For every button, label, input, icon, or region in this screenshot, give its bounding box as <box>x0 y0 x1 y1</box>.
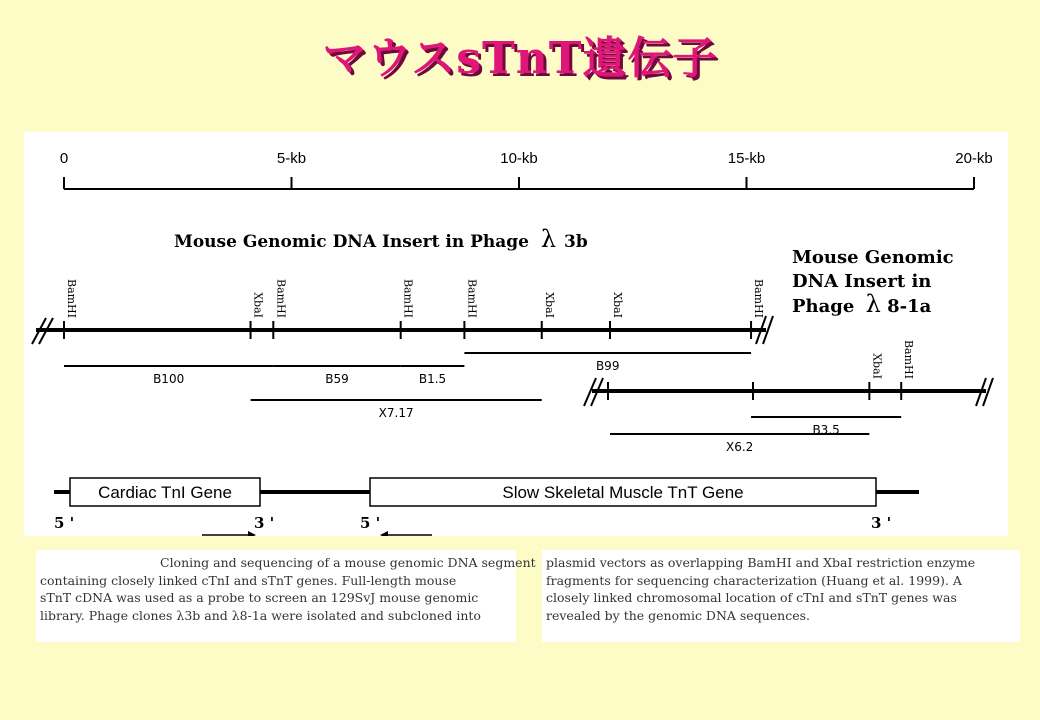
caption-left-line: Cloning and sequencing of a mouse genomic DNA segment <box>160 555 536 570</box>
phage-3b-suffix: 3b <box>564 232 588 252</box>
scale-tick-label: 20-kb <box>955 150 993 167</box>
tni-3-prime-label: 3 ' <box>254 514 275 532</box>
tnt-3-prime-label: 3 ' <box>871 514 892 532</box>
caption-right-line: plasmid vectors as overlapping BamHI and XbaI restriction enzyme <box>546 555 976 570</box>
restriction-site-label: BamHI <box>752 278 766 318</box>
gene-map <box>54 478 919 536</box>
slow-skeletal-tnt-gene-label: Slow Skeletal Muscle TnT Gene <box>502 483 744 502</box>
phage-3b-label-main: Mouse Genomic DNA Insert in Phage <box>174 232 529 252</box>
restriction-site-label: XbaI <box>870 353 884 379</box>
restriction-site-label: BamHI <box>902 339 916 379</box>
caption-left <box>36 550 536 642</box>
restriction-site-label: XbaI <box>251 292 265 318</box>
phage-8-1a-fragments <box>610 417 901 454</box>
restriction-site-label: BamHI <box>465 278 479 318</box>
caption-right-line: fragments for sequencing characterization (Huang et al. 1999). A <box>546 572 962 588</box>
fragment-label: B99 <box>595 359 620 373</box>
tni-5-prime-label: 5 ' <box>54 514 75 532</box>
kb-scale <box>60 150 993 189</box>
caption-left-line: library. Phage clones λ3b and λ8-1a were isolated and subcloned into <box>40 607 481 623</box>
restriction-site-label: XbaI <box>611 292 624 318</box>
genomic-map-svg <box>24 132 1008 536</box>
phage-8-1a-suffix: 8-1a <box>887 296 932 317</box>
genomic-map-figure <box>24 132 1008 536</box>
caption-right <box>542 550 1020 642</box>
phage-3b-fragments <box>64 353 751 420</box>
tnt-5-prime-label: 5 ' <box>360 514 381 532</box>
fragment-label: X6.2 <box>726 440 754 454</box>
caption-right-line: revealed by the genomic DNA sequences. <box>546 607 810 623</box>
scale-tick-label: 5-kb <box>276 150 307 167</box>
phage-8-1a-insert <box>584 378 993 406</box>
phage-8-1a-label-line1: Mouse Genomic <box>792 247 954 268</box>
restriction-site-label: XbaI <box>542 292 556 318</box>
caption-right-line: closely linked chromosomal location of cTnI and sTnT genes was <box>546 590 957 605</box>
restriction-site-label: BamHI <box>401 278 415 318</box>
phage-8-1a-lambda: λ <box>865 290 881 318</box>
fragment-label: B1.5 <box>418 372 447 386</box>
caption-left-line: sTnT cDNA was used as a probe to screen an 129SvJ mouse genomic <box>40 590 479 605</box>
fragment-label: B59 <box>325 372 349 386</box>
phage-8-1a-label <box>792 247 960 318</box>
phage-3b-label <box>174 225 588 253</box>
scale-tick-label: 15-kb <box>727 150 766 167</box>
phage-8-1a-label-line2: DNA Insert in <box>792 271 932 292</box>
phage-8-1a-label-line3: Phage <box>792 296 855 317</box>
fragment-label: B100 <box>153 372 185 386</box>
restriction-site-label: BamHI <box>274 278 288 318</box>
slide-title: マウスsTnT遺伝子 <box>322 33 718 84</box>
tnt-direction-arrowhead <box>380 531 388 536</box>
scale-tick-label: 0 <box>59 150 69 167</box>
fragment-label: X7.17 <box>378 406 414 420</box>
phage-3b-lambda: λ <box>540 225 557 253</box>
cardiac-tni-gene-label: Cardiac TnI Gene <box>98 483 232 502</box>
phage-3b-insert <box>32 316 773 344</box>
caption-left-line: containing closely linked cTnI and sTnT genes. Full-length mouse <box>40 572 457 588</box>
fragment-label: B3.5 <box>812 423 840 437</box>
scale-tick-label: 10-kb <box>500 150 538 167</box>
restriction-site-label: BamHI <box>65 278 78 318</box>
